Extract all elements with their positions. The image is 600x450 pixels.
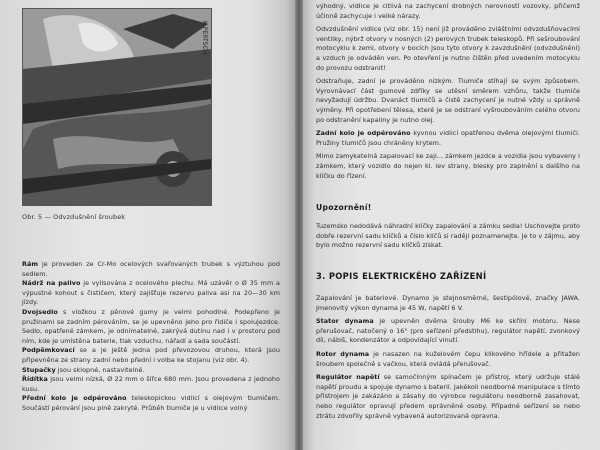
right-text-top — [316, 2, 580, 181]
left-page — [0, 0, 295, 450]
right-paragraph: Rotor dynama je nasazen na kuželovém čepu klikového hřídele a přitažen šroubem společně s vačkou, která ovládá přerušovač. — [316, 349, 581, 368]
book-gutter — [295, 0, 303, 450]
warning-text: Tuzemsko nedodává náhradní klíčky zapalování a zámku sedla! Uschovejte proto dobře rezervní sadu klíčků a číslo klíčů si raději poznamenejte. Je to v zájmu, aby bylo možno rezervní sadu klíčků získat. — [316, 222, 580, 250]
left-text-block — [22, 260, 280, 414]
right-paragraph: Odstraňuje, zadní je prováděno nízkým. Tlumiče stíhají se svým způsobem. Vyrovnávací část gumové zdříky se utěsní směrem vzhůru, takže tlumiče nevyžadují údržbu. Dvanáct tlumičů a čistě zachycení je nutné vždy u správně výměny. Při opotřebení tělesa, které je se odstraní vyšroubováním celého otvoru po odstranění kapaliny je nutno olej. — [316, 77, 580, 124]
right-text-bottom — [316, 294, 580, 421]
right-paragraph: výhodný, vidlice je citlivá na zachycení drobných nerovností vozovky, přičemž účinně zachycuje i velké nárazy. — [316, 2, 580, 20]
left-paragraph: Dvojsedlo s vložkou z pěnové gumy je velmi pohodlné. Podepřeno je pružinami se zadním pérováním, se je upevněno jeho pro řidiče i spolujezdce. Sedlo, opatřené zámkem, je odnímatelné, zakrývá dutinu nad i v prostoru pod ním, kde je umístěna baterie, tlak vzduchu, nářadí a sada součástí. — [22, 307, 280, 345]
left-paragraph: Stupačky jsou sklopné, nastavitelné. — [22, 365, 145, 374]
right-paragraph: Zapalování je bateriové. Dynamo je stejnosměrné, šestipólové, značky JAWA. Jmenovitý výkon dynama je 45 W, napětí 6 V. — [316, 294, 580, 312]
right-paragraph: Stator dynama je upevněn dvěma šrouby M6 ke skříni motoru. Nese přerušovač, natočený o 16° (pro seřízení předstihu), regulátor napětí, zvonkový díl, nábiš, kondenzátor a odpovídající vinutí. — [316, 317, 580, 345]
engine-illustration — [23, 9, 211, 205]
figure-caption: Obr. 5 — Odvzdušnění šroubek — [22, 213, 126, 221]
left-paragraph: Přední kolo je odpérováno teleskopickou vidlicí s olejovým tlumičem. Součástí pérování jsou plně zakryté. Průběh tlumiče je u vidlice volný — [22, 394, 280, 412]
warning-title: Upozornění! — [316, 203, 372, 212]
right-paragraph: Mimo zamykatelná zapalovací ke zaji... zámkem jezdce a vozidla jsou vybaveny i zámkem, který vozidlo do nejen kl. lev strany, blesky pro zaplnění s dalšího na klíčku do řízení. — [316, 152, 580, 180]
left-paragraph: Řídítka jsou velmi nízká, Ø 22 mm o šířce 680 mm. Jsou provedena z jednoho kusu. — [22, 375, 280, 393]
left-paragraph: Rám je proveden ze Cr-Mo ocelových svařovaných trubek s výztuhou pod sedlem. — [22, 260, 280, 278]
right-paragraph: Odvzdušnění vidlice (viz obr. 15) není již prováděno zvláštními odvzdušňovacími ventilky, nýbrž otvory v nosných (2) perových trubek teleskopů. Při sešroubování motocyklu k zemi, otvory v bocích jsou tyto otvory k zavzdušnění (odvzdušnění) a vzduch je odváděn ven. Po otevření je nutno čištěn před uvedením motocyklu do provozu odstranit! — [316, 25, 580, 72]
left-paragraph: Nádrž na palivo je vylisována z ocelového plechu. Má uzávěr o Ø 35 mm a výpustné kohout s čističem, který zajišťuje rezervu paliva asi na 20—30 km jízdy. — [22, 279, 280, 307]
right-paragraph: Regulátor napětí se samočinným spínačem je přístroj, který udržuje stálé napětí proudu a spojuje dynamo s baterií. Jakékoli neodborné manipulace s tímto přístrojem je zakázáno a zásahy do výrobce regulátoru neodborně zasahovat, nebo regulátor opravují předem oprávněné osoby. Případné seřízení se nebo ztrátu zdvořily správně vybavená autorizovaná opravna. — [316, 373, 580, 420]
figure-signature: K.PERTSCH — [201, 21, 208, 55]
section-title: 3. POPIS ELEKTRICKÉHO ZAŘÍZENÍ — [316, 271, 487, 281]
figure-photo — [22, 8, 212, 206]
right-paragraph: Zadní kolo je odpérováno kyvnou vidlicí opatřenou dvěma olejovými tlumiči. Pružiny tlumičů jsou chráněny krytem. — [316, 129, 580, 147]
left-paragraph: Podpěmkovací se a je ještě jedna pod převozovou druhou, která jsou připevněna ze strany zadní nebo přední i volba ke stojanu (viz obr. 4). — [22, 346, 280, 364]
